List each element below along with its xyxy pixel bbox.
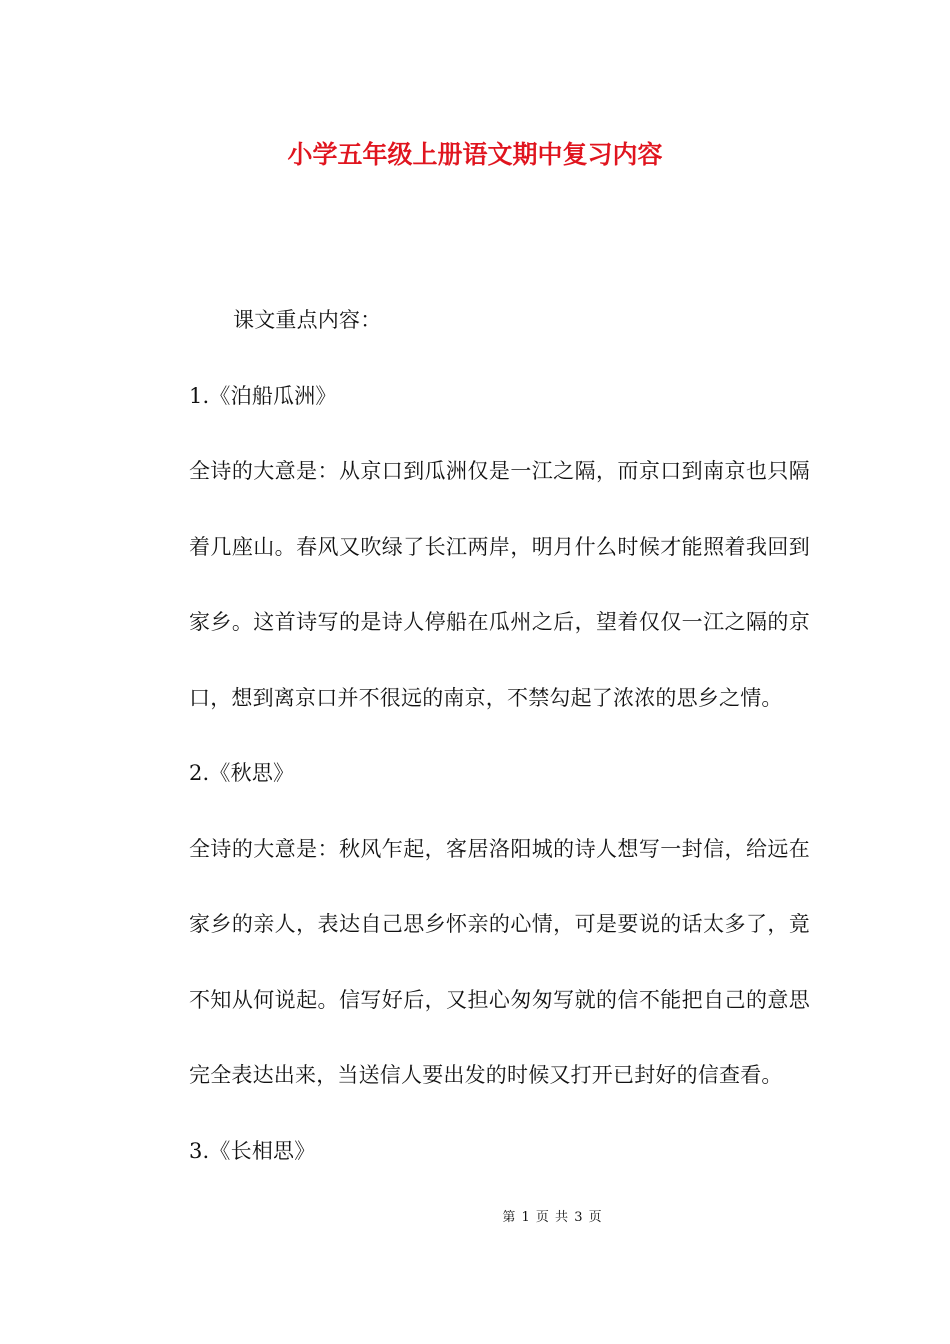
item-heading-3: 3.《长相思》 bbox=[189, 1138, 316, 1163]
document-title: 小学五年级上册语文期中复习内容 bbox=[287, 140, 663, 169]
item-paragraph-1: 全诗的大意是：从京口到瓜洲仅是一江之隔，而京口到南京也只隔着几座山。春风又吹绿了长江两岸，明月什么时候才能照着我回到家乡。这首诗写的是诗人停船在瓜州之后，望着仅仅一江之隔的京口，想到离京口并不很远的南京，不禁勾起了浓浓的思乡之情。 bbox=[189, 459, 810, 710]
document-body bbox=[145, 283, 810, 1189]
item-paragraph-2: 全诗的大意是：秋风乍起，客居洛阳城的诗人想写一封信，给远在家乡的亲人，表达自己思乡怀亲的心情，可是要说的话太多了，竟不知从何说起。信写好后，又担心匆匆写就的信不能把自己的意思完全表达出来，当送信人要出发的时候又打开已封好的信查看。 bbox=[189, 836, 810, 1087]
item-heading-1: 1.《泊船瓜洲》 bbox=[189, 383, 337, 408]
page-footer: 第 1 页 共 3 页 bbox=[502, 1210, 603, 1225]
section-heading: 课文重点内容： bbox=[233, 308, 382, 332]
item-heading-2: 2.《秋思》 bbox=[189, 761, 295, 785]
